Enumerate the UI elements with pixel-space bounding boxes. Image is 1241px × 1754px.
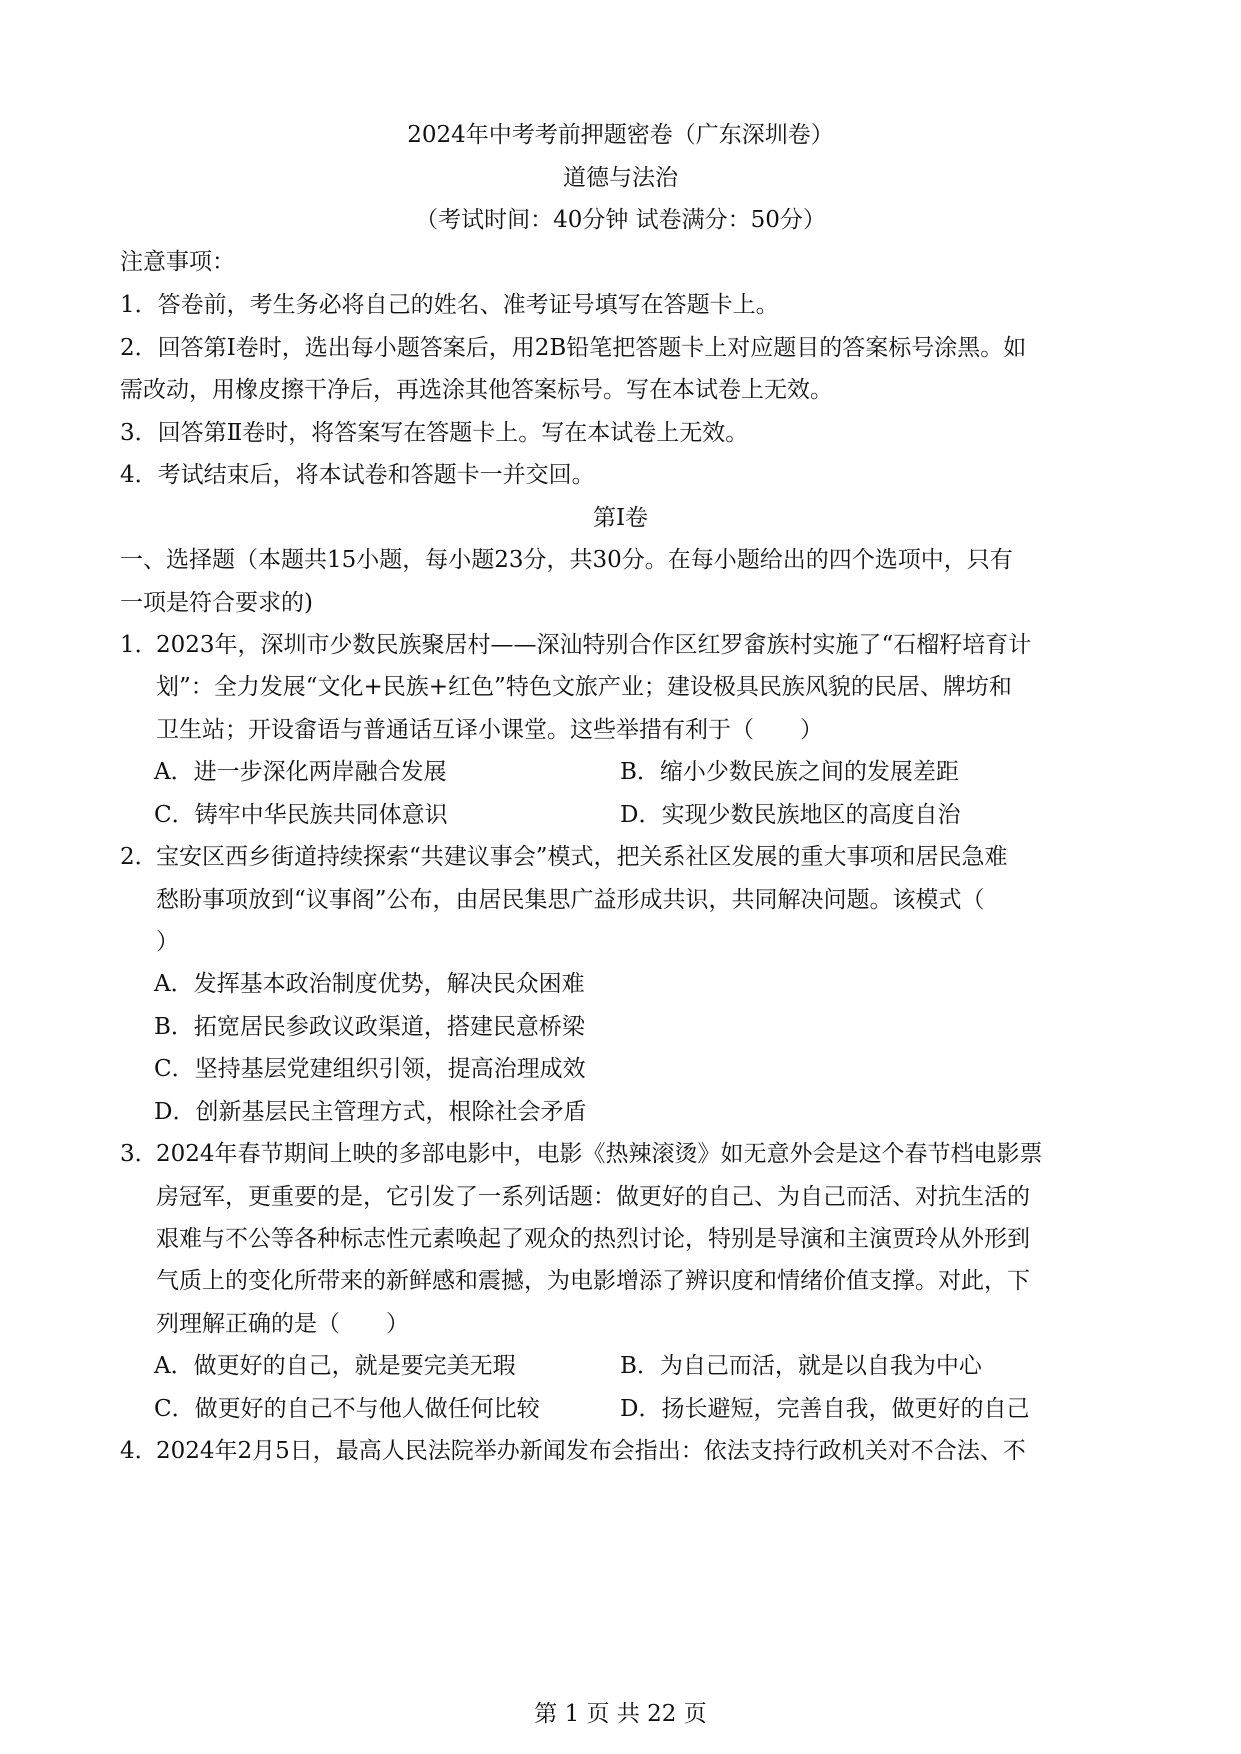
question-4: [120, 1434, 1123, 1468]
option-d: D．扬长避短，完善自我，做更好的自己: [620, 1396, 1030, 1422]
section-intro: 一项是符合要求的): [120, 590, 313, 616]
question-text: 2024年2月5日，最高人民法院举办新闻发布会指出：依法支持行政机关对不合法、不: [156, 1438, 1026, 1464]
option-a: A．做更好的自己，就是要完美无瑕: [154, 1353, 516, 1379]
question-number: 3．: [120, 1141, 158, 1167]
note-item: 2．回答第Ⅰ卷时，选出每小题答案后，用2B铅笔把答题卡上对应题目的答案标号涂黑。如: [120, 335, 1027, 361]
exam-title: 2024年中考考前押题密卷（广东深圳卷）: [407, 122, 834, 148]
question-1: [120, 628, 1123, 662]
option-c: C．做更好的自己不与他人做任何比较: [154, 1396, 540, 1422]
option-b: B．拓宽居民参政议政渠道，搭建民意桥梁: [154, 1014, 585, 1040]
question-number: 1．: [120, 632, 158, 658]
question-number: 4．: [120, 1438, 158, 1464]
option-c: C．铸牢中华民族共同体意识: [154, 802, 448, 828]
question-text: 列理解正确的是（ ）: [156, 1311, 409, 1337]
question-2: [120, 840, 1123, 874]
page-footer: 第 1 页 共 22 页: [534, 1701, 707, 1727]
question-3: [120, 1137, 1123, 1171]
option-b: B．为自己而活，就是以自我为中心: [620, 1353, 982, 1379]
question-text: 2023年，深圳市少数民族聚居村——深汕特别合作区红罗畲族村实施了“石榴籽培育计: [156, 632, 1032, 658]
note-item: 4．考试结束后，将本试卷和答题卡一并交回。: [120, 462, 595, 488]
subject-title: 道德与法治: [563, 165, 678, 191]
question-text: 气质上的变化所带来的新鲜感和震撼，为电影增添了辨识度和情绪价值支撑。对此，下: [156, 1268, 1030, 1294]
note-item: 需改动，用橡皮擦干净后，再选涂其他答案标号。写在本试卷上无效。: [120, 377, 833, 403]
question-text: 房冠军，更重要的是，它引发了一系列话题：做更好的自己、为自己而活、对抗生活的: [156, 1184, 1030, 1210]
option-c: C．坚持基层党建组织引领，提高治理成效: [154, 1056, 586, 1082]
section-intro: 一、选择题（本题共15小题，每小题23分，共30分。在每小题给出的四个选项中，只有: [120, 547, 1013, 573]
question-number: 2．: [120, 844, 158, 870]
note-item: 1．答卷前，考生务必将自己的姓名、准考证号填写在答题卡上。: [120, 292, 779, 318]
option-a: A．进一步深化两岸融合发展: [154, 759, 447, 785]
option-d: D．实现少数民族地区的高度自治: [620, 802, 961, 828]
note-item: 3．回答第Ⅱ卷时，将答案写在答题卡上。写在本试卷上无效。: [120, 420, 749, 446]
volume-heading: 第Ⅰ卷: [592, 505, 649, 531]
option-a: A．发挥基本政治制度优势，解决民众困难: [154, 971, 585, 997]
question-text: 2024年春节期间上映的多部电影中，电影《热辣滚烫》如无意外会是这个春节档电影票: [156, 1141, 1043, 1167]
option-b: B．缩小少数民族之间的发展差距: [620, 759, 959, 785]
question-text: 卫生站；开设畲语与普通话互译小课堂。这些举措有利于（ ）: [156, 717, 823, 743]
notes-heading: 注意事项：: [120, 249, 235, 275]
question-text: ）: [156, 929, 179, 955]
question-text: 宝安区西乡街道持续探索“共建议事会”模式，把关系社区发展的重大事项和居民急难: [156, 844, 1008, 870]
exam-info: （考试时间：40分钟 试卷满分：50分）: [415, 207, 826, 233]
option-d: D．创新基层民主管理方式，根除社会矛盾: [154, 1099, 587, 1125]
question-text: 划”：全力发展“文化+民族+红色”特色文旅产业；建设极具民族风貌的民居、牌坊和: [156, 674, 1012, 700]
question-text: 艰难与不公等各种标志性元素唤起了观众的热烈讨论，特别是导演和主演贾玲从外形到: [156, 1226, 1030, 1252]
question-text: 愁盼事项放到“议事阁”公布，由居民集思广益形成共识，共同解决问题。该模式（: [156, 887, 985, 913]
